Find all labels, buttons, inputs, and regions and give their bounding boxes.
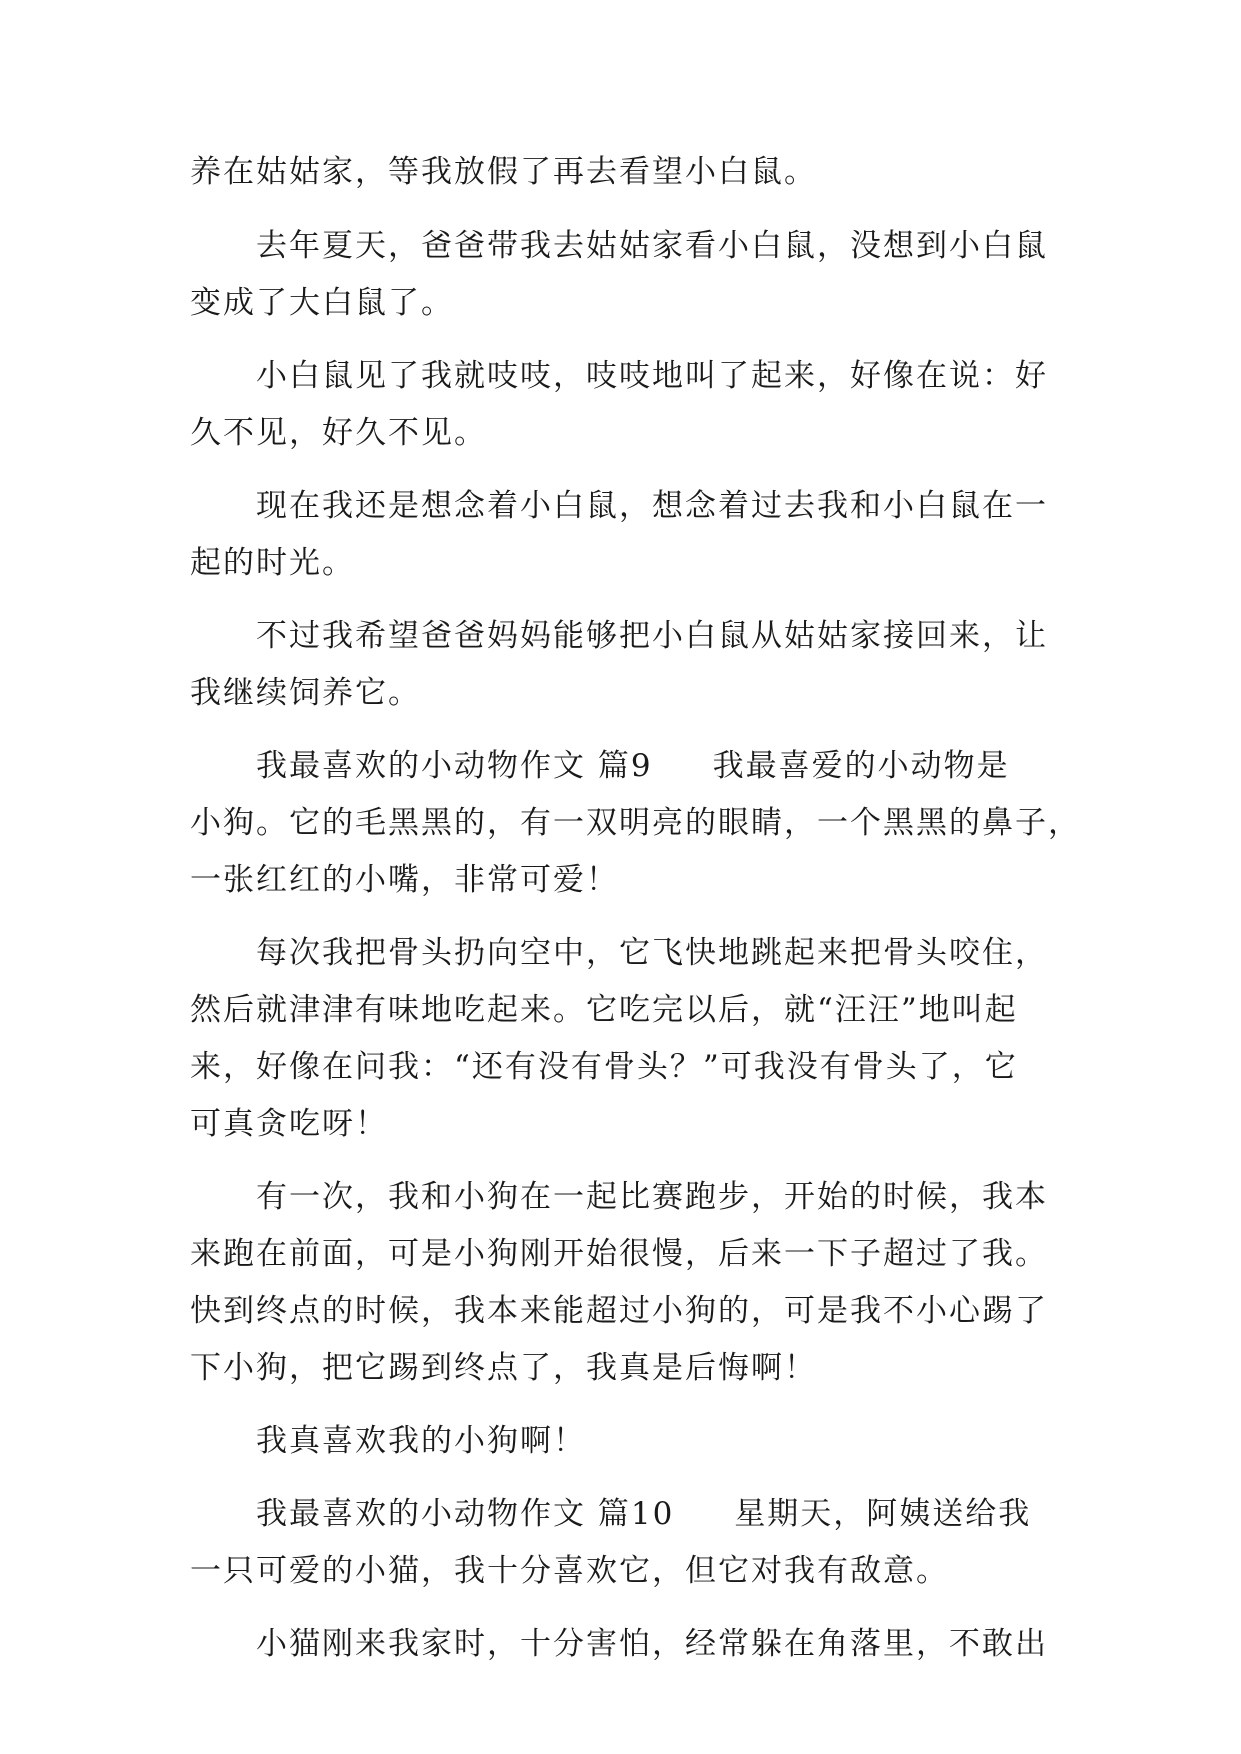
text-line: 不过我希望爸爸妈妈能够把小白鼠从姑姑家接回来，让 bbox=[256, 618, 1048, 654]
section-heading: 我最喜欢的小动物作文 篇9 bbox=[256, 748, 653, 784]
text-line: 小狗。它的毛黑黑的，有一双明亮的眼睛，一个黑黑的鼻子， bbox=[190, 805, 1081, 841]
section-heading-line bbox=[256, 746, 1136, 786]
text-line: 来，好像在问我：“还有没有骨头？”可我没有骨头了，它 bbox=[190, 1049, 1018, 1085]
text-line: 每次我把骨头扔向空中，它飞快地跳起来把骨头咬住， bbox=[256, 935, 1048, 971]
text-line: 小猫刚来我家时，十分害怕，经常躲在角落里，不敢出 bbox=[256, 1626, 1048, 1662]
text-line: 可真贪吃呀！ bbox=[190, 1106, 388, 1142]
section-heading: 我最喜欢的小动物作文 篇10 bbox=[256, 1496, 675, 1532]
text-line: 有一次，我和小狗在一起比赛跑步，开始的时候，我本 bbox=[256, 1179, 1048, 1215]
section-first-sentence: 我最喜爱的小动物是 bbox=[712, 748, 1010, 784]
section-first-sentence: 星期天，阿姨送给我 bbox=[734, 1496, 1032, 1532]
text-line: 去年夏天，爸爸带我去姑姑家看小白鼠，没想到小白鼠 bbox=[256, 228, 1048, 264]
text-line: 小白鼠见了我就吱吱，吱吱地叫了起来，好像在说：好 bbox=[256, 358, 1048, 394]
text-line: 一只可爱的小猫，我十分喜欢它，但它对我有敌意。 bbox=[190, 1553, 949, 1589]
text-line: 变成了大白鼠了。 bbox=[190, 285, 454, 321]
text-line: 我继续饲养它。 bbox=[190, 675, 421, 711]
text-line: 久不见，好久不见。 bbox=[190, 415, 487, 451]
text-line: 快到终点的时候，我本来能超过小狗的，可是我不小心踢了 bbox=[190, 1293, 1048, 1329]
text-line: 现在我还是想念着小白鼠，想念着过去我和小白鼠在一 bbox=[256, 488, 1048, 524]
section-heading-line bbox=[256, 1494, 1136, 1534]
text-line: 起的时光。 bbox=[190, 545, 355, 581]
text-line: 养在姑姑家，等我放假了再去看望小白鼠。 bbox=[190, 154, 817, 190]
text-line: 我真喜欢我的小狗啊！ bbox=[256, 1423, 586, 1459]
text-line: 一张红红的小嘴，非常可爱！ bbox=[190, 862, 619, 898]
text-line: 来跑在前面，可是小狗刚开始很慢，后来一下子超过了我。 bbox=[190, 1236, 1048, 1272]
text-line: 然后就津津有味地吃起来。它吃完以后，就“汪汪”地叫起 bbox=[190, 992, 1018, 1028]
text-line: 下小狗，把它踢到终点了，我真是后悔啊！ bbox=[190, 1350, 817, 1386]
